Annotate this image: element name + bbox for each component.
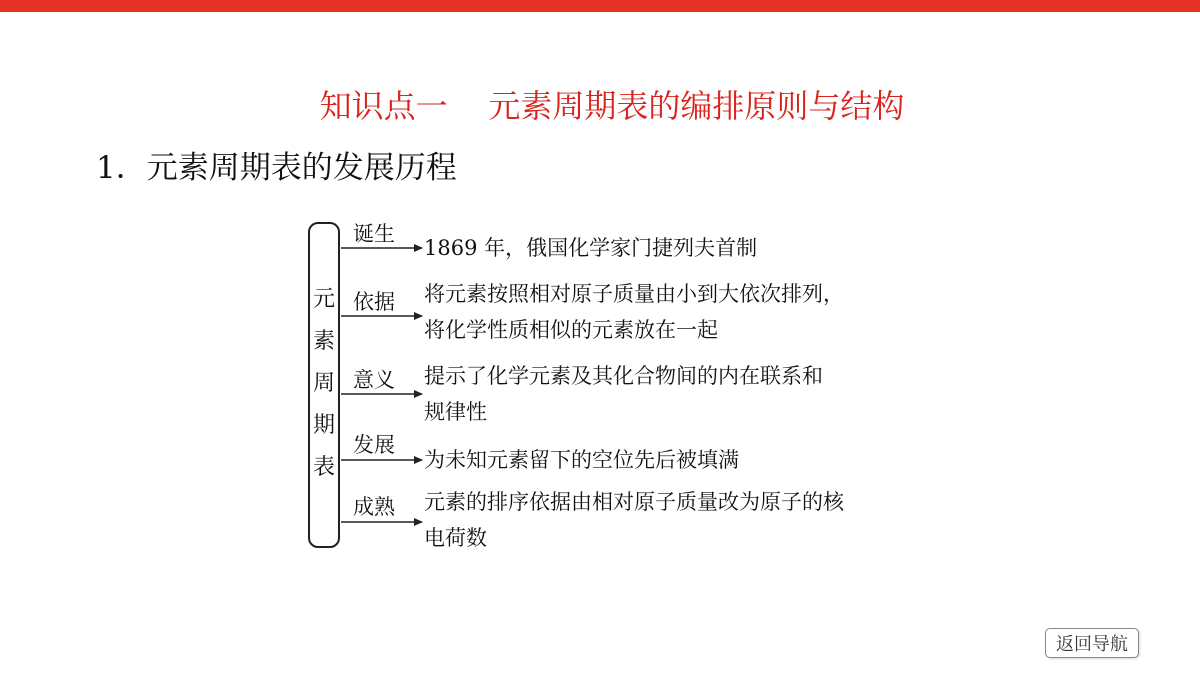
branch-desc-line: 将化学性质相似的元素放在一起 xyxy=(424,318,718,342)
branch-label-development: 发展 xyxy=(353,433,395,457)
subheading: 1．元素周期表的发展历程 xyxy=(96,150,457,186)
branch-desc-line: 1869 年，俄国化学家门捷列夫首制 xyxy=(424,236,758,260)
branch-desc-line: 提示了化学元素及其化合物间的内在联系和 xyxy=(424,364,823,388)
branch-label-maturity: 成熟 xyxy=(353,495,395,519)
root-char: 表 xyxy=(312,455,335,480)
branch-desc-line: 规律性 xyxy=(424,400,487,424)
root-char: 素 xyxy=(312,329,335,354)
back-to-navigation-button[interactable]: 返回导航 xyxy=(1045,628,1139,658)
branch-desc-line: 将元素按照相对原子质量由小到大依次排列， xyxy=(424,282,844,306)
branch-desc-line: 为未知元素留下的空位先后被填满 xyxy=(424,448,739,472)
root-char: 期 xyxy=(312,413,335,438)
branch-desc-line: 元素的排序依据由相对原子质量改为原子的核 xyxy=(424,490,844,514)
branch-label-significance: 意义 xyxy=(353,368,395,392)
root-char: 元 xyxy=(312,287,335,312)
section-title: 知识点一 元素周期表的编排原则与结构 xyxy=(319,87,905,125)
branch-label-basis: 依据 xyxy=(353,290,395,314)
root-char: 周 xyxy=(312,371,335,396)
branch-label-birth: 诞生 xyxy=(353,222,395,246)
branch-desc-line: 电荷数 xyxy=(424,526,487,550)
